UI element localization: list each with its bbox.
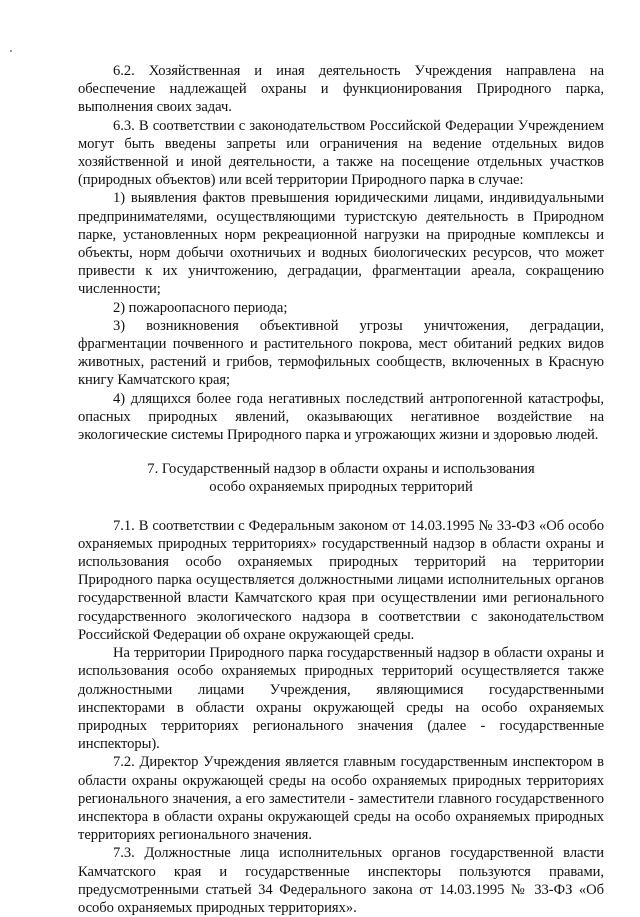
scan-mark	[10, 50, 12, 52]
paragraph-6-3: 6.3. В соответствии с законодательством Российской Федерации Учреждением могут быть введены запреты или ограничения на ведение отдельных видов хозяйственной и иной деятельности, а также на посещение отдельных участков (природных объектов) или всей территории Природного парка в случае:	[78, 117, 604, 189]
section-7-title	[78, 460, 604, 496]
list-item-1: 1) выявления фактов превышения юридическими лицами, индивидуальными предпринимателями, осуществляющими туристскую деятельность в Природном парке, установленных норм рекреационной нагрузки на природные комплексы и объекты, норм добычи охотничьих и водных биологических ресурсов, что может привести к их уничтожению, деградации, фрагментации ареала, сокращению численности;	[78, 190, 604, 298]
paragraph-6-2: 6.2. Хозяйственная и иная деятельность Учреждения направлена на обеспечение надлежащей охраны и функционирования Природного парка, выполнения своих задач.	[78, 63, 604, 116]
list-item-4: 4) длящихся более года негативных последствий антропогенной катастрофы, опасных природных явлений, оказывающих негативное воздействие на экологические системы Природного парка и угрожающих жизни и здоровью людей.	[78, 390, 604, 444]
list-item-3: 3) возникновения объективной угрозы уничтожения, деградации, фрагментации почвенного и растительного покрова, мест обитаний редких видов животных, растений и грибов, термофильных сообществ, включенных в Красную книгу Камчатского края;	[78, 317, 604, 389]
paragraph-7-3: 7.3. Должностные лица исполнительных органов государственной власти Камчатского края и государственные инспекторы пользуются правами, предусмотренными статьей 34 Федерального закона от 14.03.1995 № 33-ФЗ «Об особо охраняемых природных территориях».	[78, 845, 604, 916]
paragraph-7-1: 7.1. В соответствии с Федеральным законом от 14.03.1995 № 33-ФЗ «Об особо охраняемых природных территориях» государственный надзор в области охраны и использования особо охраняемых природных территорий на территории Природного парка осуществляется должностными лицами исполнительных органов государственной власти Камчатского края при осуществлении ими регионального государственного экологического надзора в соответствии с законодательством Российской Федерации об охране окружающей среды.	[78, 517, 604, 643]
paragraph-7-2: 7.2. Директор Учреждения является главным государственным инспектором в области охраны окружающей среды на особо охраняемых природных территориях регионального значения, а его заместители - заместители главного государственного инспектора в области охраны окружающей среды на особо охраняемых природных территориях регионального значения.	[78, 754, 604, 844]
list-item-2: 2) пожароопасного периода;	[113, 299, 288, 316]
section-title-line-2: особо охраняемых природных территорий	[209, 479, 473, 496]
section-title-line-1: 7. Государственный надзор в области охраны и использования	[147, 461, 535, 478]
paragraph-7-1-continued: На территории Природного парка государственный надзор в области охраны и использования особо охраняемых природных территорий осуществляется также должностными лицами Учреждения, являющимися государственными инспекторами в области охраны окружающей среды на особо охраняемых природных территориях регионального значения (далее - государственные инспекторы).	[78, 645, 604, 753]
document-page	[78, 62, 604, 917]
